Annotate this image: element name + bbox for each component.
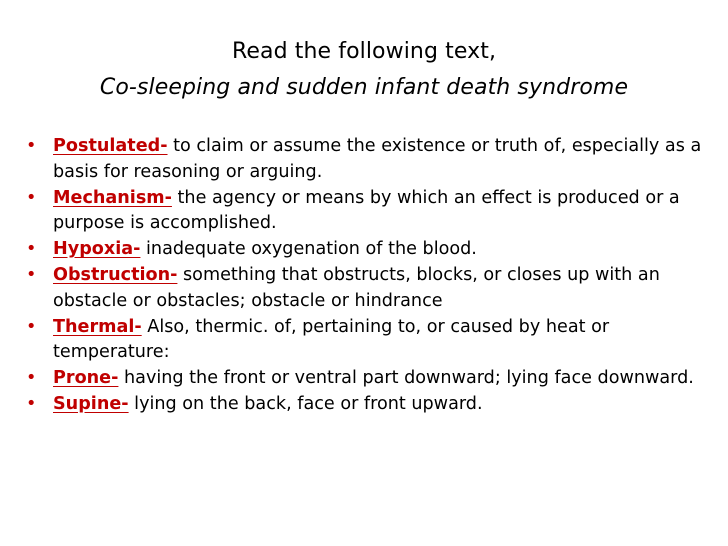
definition-item-supine	[26, 392, 706, 418]
term-postulated: Postulated-	[53, 136, 168, 156]
bullet-dot-icon: •	[26, 264, 37, 285]
definition-item-hypoxia	[26, 237, 706, 263]
definition-postulated: to claim or assume the existence or truth of, especially as a basis for reasoning or arguing.	[53, 136, 702, 182]
term-obstruction: Obstruction-	[53, 264, 178, 285]
term-thermal: Thermal-	[53, 316, 142, 337]
bullet-dot-icon: •	[26, 316, 37, 337]
definition-prone: having the front or ventral part downward; lying face downward.	[118, 368, 694, 389]
slide-title	[20, 34, 708, 106]
term-hypoxia: Hypoxia-	[53, 239, 141, 260]
term-supine: Supine-	[53, 393, 129, 414]
definition-item-prone	[26, 366, 706, 392]
bullet-dot-icon: •	[26, 136, 37, 156]
term-mechanism: Mechanism-	[53, 187, 172, 208]
bullet-dot-icon: •	[26, 393, 37, 414]
definition-item-obstruction	[26, 263, 706, 315]
bullet-dot-icon: •	[26, 368, 37, 389]
bullet-dot-icon: •	[26, 187, 37, 208]
definition-supine: lying on the back, face or front upward.	[128, 393, 483, 414]
term-prone: Prone-	[53, 368, 119, 389]
definition-list	[26, 134, 706, 418]
definition-hypoxia: inadequate oxygenation of the blood.	[140, 239, 477, 260]
definition-item-mechanism	[26, 186, 706, 238]
bullet-dot-icon: •	[26, 239, 37, 260]
title-line-2: Co-sleeping and sudden infant death syndrome	[99, 75, 629, 100]
title-line-1: Read the following text,	[231, 39, 497, 64]
definition-item-thermal	[26, 315, 706, 367]
definition-thermal: Also, thermic. of, pertaining to, or caused by heat or temperature:	[53, 316, 610, 363]
definition-item-postulated	[26, 134, 706, 186]
definition-obstruction: something that obstructs, blocks, or closes up with an obstacle or obstacles; obstacle or hindrance	[53, 264, 660, 311]
definition-mechanism: the agency or means by which an effect is produced or a purpose is accomplished.	[53, 187, 680, 234]
